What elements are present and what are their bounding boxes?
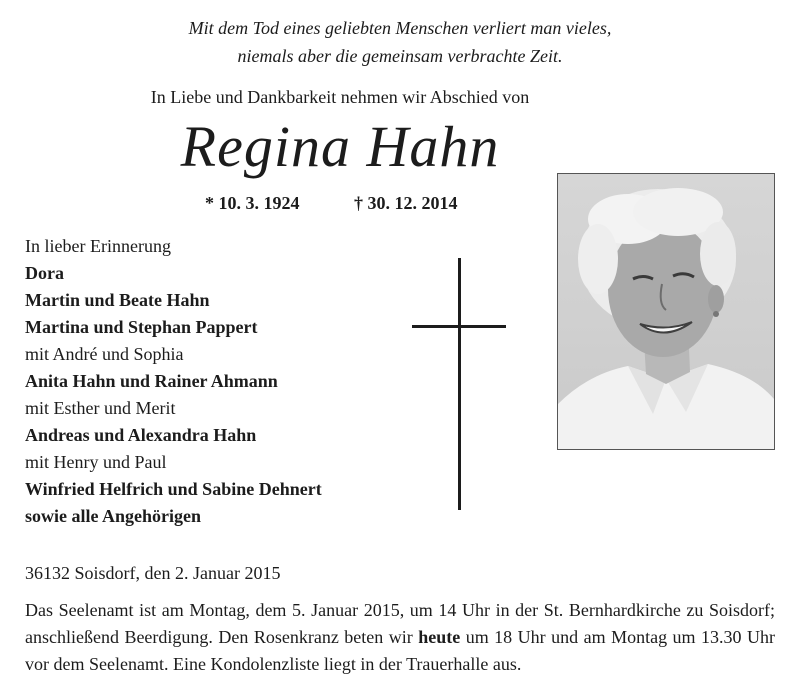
quote-line-2: niemals aber die gemeinsam verbrachte Zeit. xyxy=(237,46,563,66)
mourner-name: Martin und Beate Hahn xyxy=(25,290,210,310)
portrait-photo xyxy=(557,173,775,450)
mourner-name: Anita Hahn und Rainer Ahmann xyxy=(25,371,278,391)
death-date: † 30. 12. 2014 xyxy=(354,193,458,213)
mourner-children: mit André und Sophia xyxy=(25,344,184,364)
cross-vertical-bar xyxy=(458,258,461,510)
quote-line-1: Mit dem Tod eines geliebten Menschen verliert man vieles, xyxy=(188,18,612,38)
farewell-intro: In Liebe und Dankbarkeit nehmen wir Abschied von xyxy=(150,87,530,107)
service-info-text-continued: um 18 Uhr und am Montag um 13.30 Uhr vor dem Seelenamt. Eine Kondolenzliste liegt in der Trauerhalle aus. xyxy=(25,627,775,674)
service-info-text: Das Seelenamt ist am Montag, dem 5. Januar 2015, um 14 Uhr in der St. Bernhardkirche zu Soisdorf; anschließend Beerdigung. Den Rosenkranz beten wir xyxy=(25,600,775,647)
birth-date: * 10. 3. 1924 xyxy=(205,193,300,213)
deceased-name: Regina Hahn xyxy=(180,114,500,179)
mourner-name: Dora xyxy=(25,263,64,283)
memorial-quote xyxy=(0,14,800,70)
mourners-list xyxy=(25,233,405,530)
memory-heading: In lieber Erinnerung xyxy=(25,236,171,256)
mourner-children: mit Esther und Merit xyxy=(25,398,176,418)
mourner-relatives: sowie alle Angehörigen xyxy=(25,506,201,526)
mourner-children: mit Henry und Paul xyxy=(25,452,167,472)
cross-horizontal-bar xyxy=(412,325,506,328)
service-information xyxy=(25,597,775,678)
mourner-name: Andreas und Alexandra Hahn xyxy=(25,425,257,445)
portrait-illustration xyxy=(558,174,774,449)
mourner-name: Martina und Stephan Pappert xyxy=(25,317,258,337)
place-and-date: 36132 Soisdorf, den 2. Januar 2015 xyxy=(25,563,281,583)
mourner-name: Winfried Helfrich und Sabine Dehnert xyxy=(25,479,322,499)
service-info-highlight: heute xyxy=(418,627,461,647)
